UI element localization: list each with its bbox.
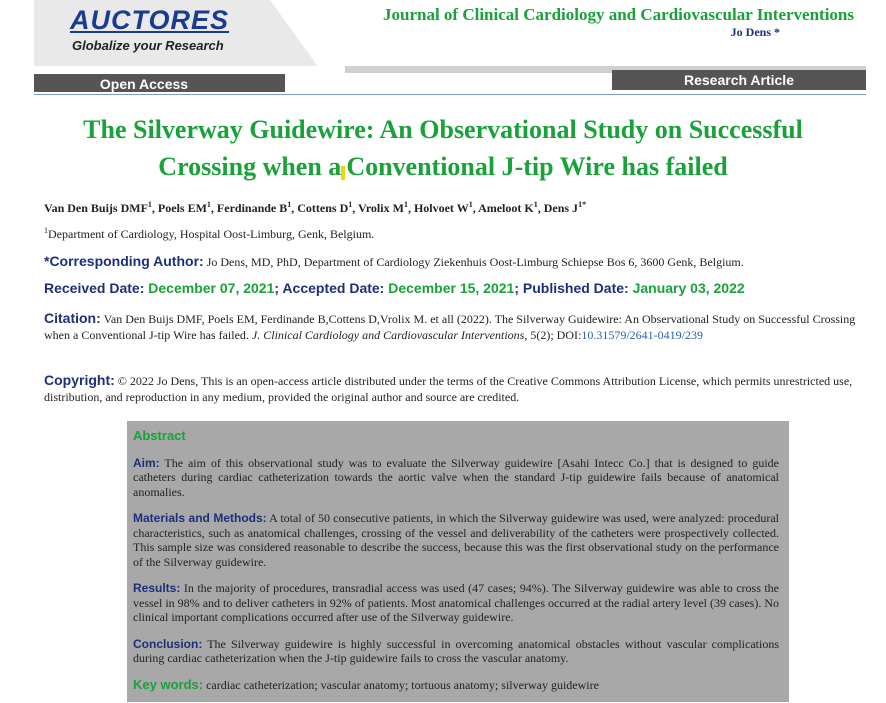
- citation-journal: J. Clinical Cardiology and Cardiovascular Interventions: [251, 328, 525, 342]
- header-author: Jo Dens *: [730, 25, 780, 39]
- published-label: Published Date:: [522, 280, 629, 296]
- citation-tail: , 5(2); DOI:: [524, 328, 582, 342]
- aim-text: The aim of this observational study was to evaluate the Silverway guidewire [Asahi Intecc Co.] that is designed to guide catheters during cardiac catheterization towards the aortic valve when the standard J-tip guidewire fails because of anatomical anomalies.: [133, 455, 779, 499]
- author-sup: 1: [468, 200, 473, 209]
- corresponding-author: [44, 253, 744, 270]
- author-name: Ferdinande B: [216, 201, 288, 215]
- author-name: Holvoet W: [413, 201, 469, 215]
- abstract-aim: [133, 456, 779, 500]
- abstract-results: [133, 581, 779, 625]
- author-sup: 1: [287, 200, 292, 209]
- citation: [44, 310, 858, 343]
- title-line-2-part-a: Crossing when a: [158, 152, 342, 181]
- text-cursor: [341, 166, 345, 180]
- results-label: Results:: [133, 581, 181, 595]
- author-sup: 1: [403, 200, 408, 209]
- accepted-label: Accepted Date:: [282, 280, 385, 296]
- conclusion-text: The Silverway guidewire is highly successful in overcoming anatomical obstacles without vascular complications during cardiac catheterization when the J-tip guidewire fails to cross the vascular anatomy.: [133, 636, 779, 665]
- author-name: Van Den Buijs DMF: [44, 201, 148, 215]
- author-sup: 1*: [578, 200, 587, 209]
- doi-link[interactable]: 10.31579/2641-0419/239: [581, 328, 704, 342]
- author-sup: 1: [533, 200, 538, 209]
- author-name: Poels EM: [157, 201, 207, 215]
- author-name: Vrolix M: [358, 201, 404, 215]
- affiliation: [44, 226, 374, 242]
- open-access-label: Open Access: [99, 76, 189, 92]
- article-dates: Received Date: December 07, 2021; Accepted Date: December 15, 2021; Published Date: January 03, 2022: [44, 280, 745, 296]
- header-rule: [34, 94, 866, 95]
- methods-label: Materials and Methods:: [133, 511, 267, 525]
- title-line-1: The Silverway Guidewire: An Observational Study on Successful: [83, 115, 803, 144]
- abstract-content: [133, 429, 779, 692]
- corresponding-label: *Corresponding Author:: [44, 253, 204, 269]
- aim-label: Aim:: [133, 455, 160, 470]
- author-list: Van Den Buijs DMF$^1$, Poels $EM^1$, Ferdinande $B^1$, Cottens $D^1$, Vrolix $M^1$, Holvoet $W^1$, Ameloot $K^1$, Dens $J^{1*}$: [44, 200, 587, 215]
- results-text: In the majority of procedures, transradial access was used (47 cases; 94%). The Silverway guidewire was able to cross the vessel in 98% and to deliver catheters in 92% of patients. Most anatomical challenges occurred at the radial artery level (39 cases). No clinical important complications occurred after use of the Silverway guidewire.: [133, 581, 780, 624]
- author-sup: 1: [147, 200, 152, 209]
- logo-tagline: Globalize your Research: [72, 38, 224, 53]
- received-label: Received Date:: [44, 280, 145, 296]
- title-line-2-part-b: Conventional J-tip Wire has failed: [346, 152, 728, 181]
- accepted-date: December 15, 2021: [388, 280, 515, 296]
- copyright-text: © 2022 Jo Dens, This is an open-access article distributed under the terms of the Creative Commons Attribution License, which permits unrestricted use, distribution, and reproduction in any medium, provided the original author and source are credited.: [44, 374, 853, 404]
- affiliation-sup: 1: [44, 226, 48, 235]
- abstract-conclusion: [133, 637, 779, 666]
- auctores-logo[interactable]: AUCTORES: [70, 5, 230, 35]
- author-sup: 1: [206, 200, 211, 209]
- abstract-methods: [133, 511, 779, 569]
- corresponding-text: Jo Dens, MD, PhD, Department of Cardiology Ziekenhuis Oost-Limburg Schiepse Bos 6, 3600 Genk, Belgium.: [206, 255, 744, 269]
- author-name: Cottens D: [297, 201, 349, 215]
- citation-label: Citation:: [44, 310, 101, 326]
- citation-text: Van Den Buijs DMF, Poels EM, Ferdinande B,Cottens D,Vrolix M. et all (2022). The Silverway Guidewire: An Observational Study on Successful Crossing when a Conventional J-tip Wire has failed.: [44, 312, 856, 342]
- affiliation-text: Department of Cardiology, Hospital Oost-Limburg, Genk, Belgium.: [48, 227, 375, 241]
- title-line-2: [20, 148, 866, 185]
- copyright: [44, 372, 858, 405]
- copyright-label: Copyright:: [44, 372, 115, 388]
- received-date: December 07, 2021: [148, 280, 275, 296]
- abstract-keywords: [133, 678, 779, 693]
- author-name: Ameloot K: [478, 201, 534, 215]
- author-name: Dens J: [543, 201, 579, 215]
- author-sup: 1: [348, 200, 353, 209]
- article-type-label: Research Article: [684, 72, 794, 88]
- keywords-text: cardiac catheterization; vascular anatomy; tortuous anatomy; silverway guidewire: [206, 677, 599, 692]
- article-title: [20, 111, 866, 185]
- keywords-label: Key words:: [133, 676, 204, 692]
- journal-title: Journal of Clinical Cardiology and Cardiovascular Interventions: [383, 5, 854, 24]
- abstract-title: Abstract: [133, 428, 186, 443]
- conclusion-label: Conclusion:: [133, 636, 203, 651]
- published-date: January 03, 2022: [632, 280, 745, 296]
- methods-text: A total of 50 consecutive patients, in which the Silverway guidewire was used, were analyzed: procedural characteristics, such as anatomical challenges, crossing of the vessel and deliverability of the catheters were prospectively collected. This sample size was considered reasonable to describe the success, because this was the first observational study on the performance of the Silverway guidewire.: [133, 511, 779, 569]
